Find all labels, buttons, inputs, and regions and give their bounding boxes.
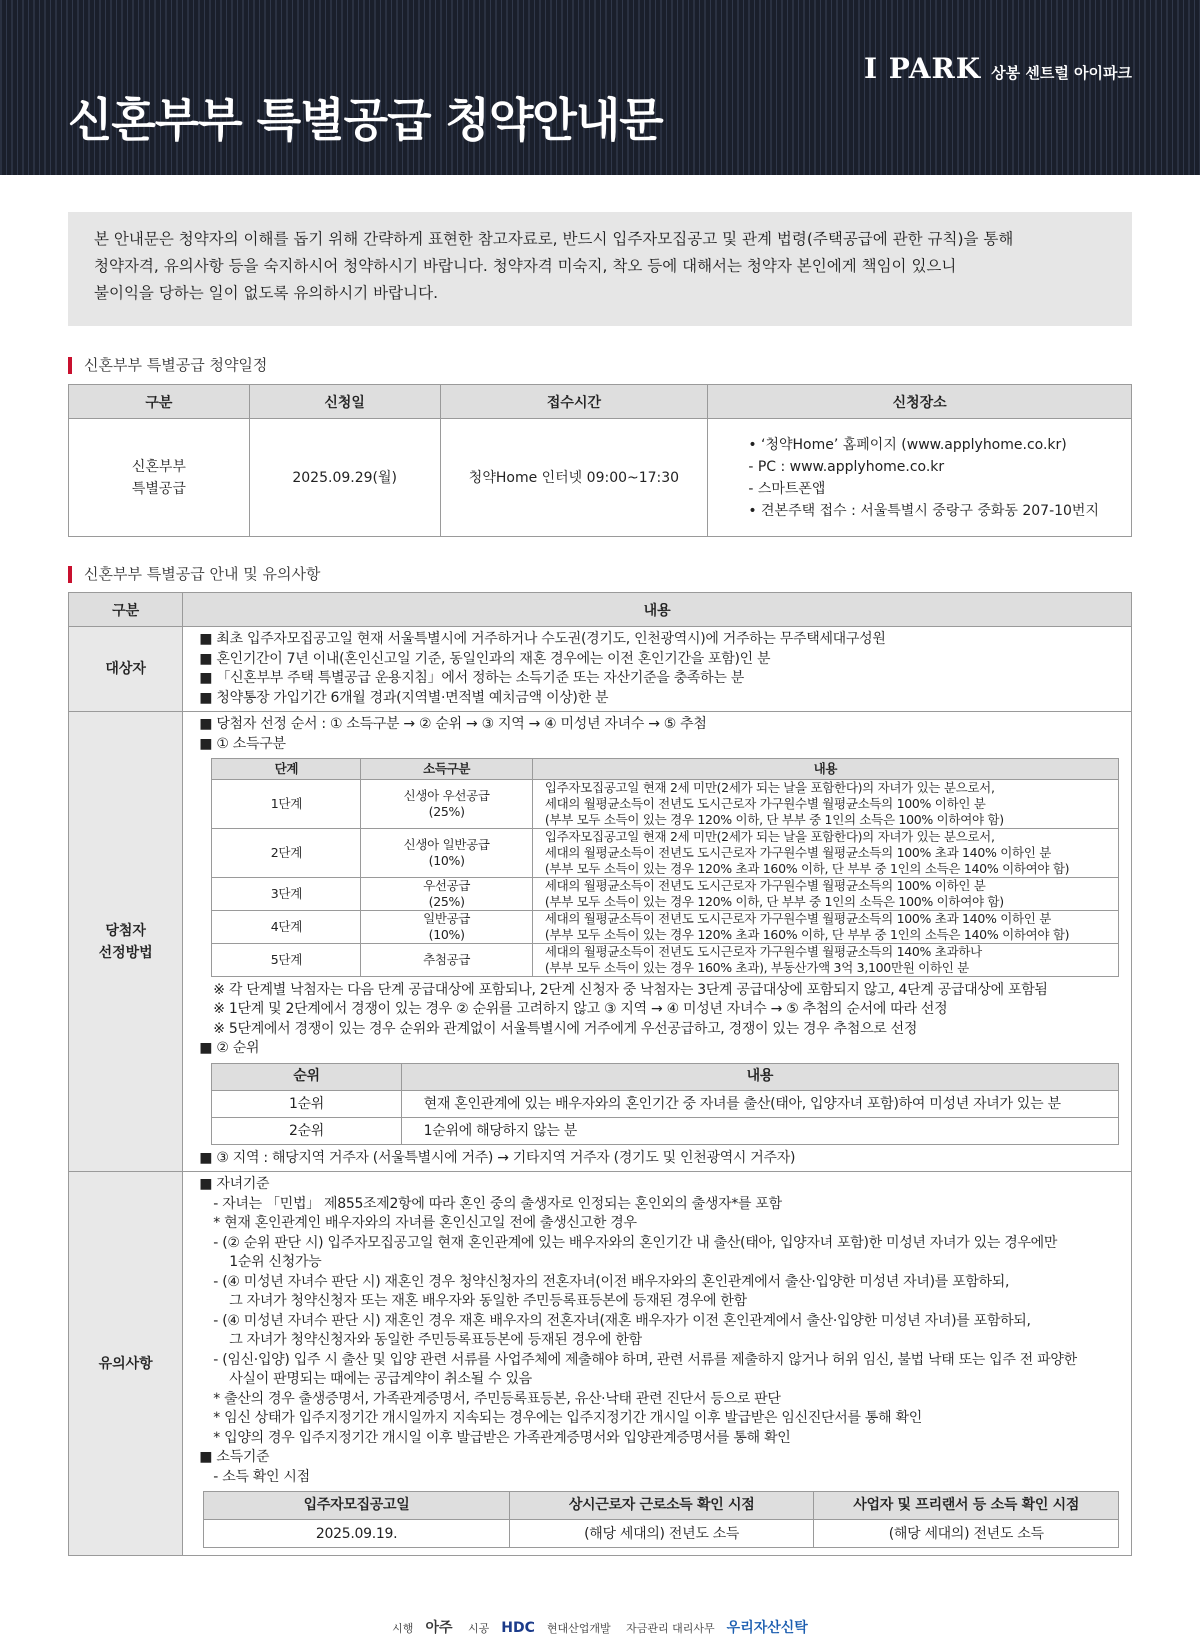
region-rule: ■ ③ 지역 : 해당지역 거주자 (서울특별시에 거주) → 기타지역 거주자 (경기도 및 인천광역시 거주자) — [199, 1149, 796, 1166]
content-line: 세대의 월평균소득이 전년도 도시근로자 가구원수별 월평균소득의 100% 이하인 분 — [544, 877, 986, 893]
col-header: 신청장소 — [708, 385, 1132, 419]
col-header: 순위 — [212, 1063, 401, 1090]
rank-content: 1순위에 해당하지 않는 분 — [401, 1117, 1118, 1144]
selection-order: ■ 당첨자 선정 순서 : ① 소득구분 → ② 순위 → ③ 지역 → ④ 미성년 자녀수 → ⑤ 추첨 — [199, 716, 707, 732]
income-row — [212, 779, 1119, 828]
guide-section-title: 신혼부부 특별공급 안내 및 유의사항 — [68, 566, 320, 583]
caution-line: - 소득 확인 시점 — [213, 1468, 310, 1485]
type-line: 일반공급 — [423, 910, 471, 926]
caution-line: * 임신 상태가 입주지정기간 개시일까지 지속되는 경우에는 입주지정기간 개시일 이후 발급받은 임신진단서를 통해 확인 — [213, 1410, 922, 1426]
place-line: • 견본주택 접수 : 서울특별시 중랑구 중화동 207-10번지 — [748, 502, 1099, 519]
constructor-label: 시공 — [468, 1622, 490, 1635]
rank-table — [211, 1063, 1119, 1145]
income-type: 추첨공급 — [361, 943, 532, 976]
caution-line: * 입양의 경우 입주지정기간 개시일 이후 발급받은 가족관계증명서와 입양관계증명서를 통해 확인 — [213, 1429, 791, 1446]
schedule-date: 2025.09.29(월) — [249, 419, 440, 537]
page-title: 신혼부부 특별공급 청약안내문 — [68, 93, 663, 147]
caution-line: ■ 자녀기준 — [199, 1176, 270, 1192]
income-content — [532, 943, 1118, 976]
category-line: 특별공급 — [131, 480, 186, 497]
col-header: 구분 — [69, 593, 183, 627]
header-banner — [0, 0, 1200, 175]
content-line: (부부 모두 소득이 있는 경우 160% 초과), 부동산가액 3억 3,100만원 이하인 분 — [544, 959, 969, 975]
category-line: 신혼부부 — [131, 458, 186, 475]
guide-table — [68, 592, 1132, 1556]
content-line: (부부 모두 소득이 있는 경우 120% 초과 160% 이하, 단 부부 중 1인의 소득은 140% 이하여야 함) — [544, 926, 1070, 942]
row-label-selection — [69, 712, 183, 1172]
constructor-name: 현대산업개발 — [546, 1622, 611, 1635]
caution-line: - (② 순위 판단 시) 입주자모집공고일 현재 혼인관계에 있는 배우자와의 혼인기간 내 출산(태아, 입양자녀 포함)한 미성년 자녀가 있는 경우에만 — [213, 1234, 1058, 1251]
label-line: 당첨자 — [105, 922, 146, 939]
stage: 1단계 — [212, 779, 361, 828]
income-content — [532, 910, 1118, 943]
notice-line: 본 안내문은 청약자의 이해를 돕기 위해 간략하게 표현한 참고자료로, 반드시 입주자모집공고 및 관계 법령(주택공급에 관한 규칙)을 통해 — [94, 230, 1014, 248]
selection-content — [183, 712, 1132, 1172]
builder-logo: 아주 — [425, 1620, 453, 1636]
stage: 3단계 — [212, 877, 361, 910]
col-header: 접수시간 — [440, 385, 708, 419]
col-header: 소득구분 — [361, 759, 532, 780]
col-header: 입주자모집공고일 — [204, 1492, 510, 1520]
notice-box — [68, 212, 1132, 326]
col-header: 내용 — [401, 1063, 1118, 1090]
row-label-caution: 유의사항 — [69, 1172, 183, 1556]
rank-row — [212, 1090, 1119, 1117]
col-header: 상시근로자 근로소득 확인 시점 — [509, 1492, 814, 1520]
income-row — [212, 828, 1119, 877]
content-line: 세대의 월평균소득이 전년도 도시근로자 가구원수별 월평균소득의 100% 초과 140% 이하인 분 — [544, 910, 1052, 926]
place-line: - PC : www.applyhome.co.kr — [748, 458, 945, 475]
content-line: 입주자모집공고일 현재 2세 미만(2세가 되는 날을 포함한다)의 자녀가 있는 분으로서, — [544, 828, 995, 844]
label-line: 선정방법 — [98, 944, 153, 961]
type-line: (25%) — [428, 893, 465, 909]
notice-line: 불이익을 당하는 일이 없도록 유의하시기 바랍니다. — [94, 284, 438, 302]
brand-logo: I PARK — [863, 52, 982, 85]
income-type — [361, 910, 532, 943]
cell: 2025.09.19. — [204, 1520, 510, 1548]
caution-line: - (④ 미성년 자녀수 판단 시) 재혼인 경우 청약신청자의 전혼자녀(이전 배우자와의 혼인관계에서 출산·입양한 미성년 자녀)를 포함하되, — [213, 1273, 1010, 1290]
income-content — [532, 877, 1118, 910]
content-line: (부부 모두 소득이 있는 경우 120% 초과 160% 이하, 단 부부 중 1인의 소득은 140% 이하여야 함) — [544, 860, 1070, 876]
income-row — [212, 910, 1119, 943]
schedule-places — [708, 419, 1132, 537]
agent-label: 자금관리 대리사무 — [626, 1622, 715, 1635]
income-title: ■ ① 소득구분 — [199, 735, 286, 752]
rank-title: ■ ② 순위 — [199, 1040, 260, 1056]
schedule-table — [68, 384, 1132, 537]
income-content — [532, 828, 1118, 877]
caution-line: 1순위 신청가능 — [229, 1254, 322, 1270]
income-table — [211, 758, 1119, 977]
brand-name: 상봉 센트럴 아이파크 — [991, 64, 1132, 82]
caution-line: * 출산의 경우 출생증명서, 가족관계증명서, 주민등록표등본, 유산·낙태 관련 진단서 등으로 판단 — [213, 1390, 781, 1407]
caution-line: - (임신·입양) 입주 시 출산 및 입양 관련 서류를 사업주체에 제출해야 하며, 관련 서류를 제출하지 않거나 허위 임신, 불법 낙태 또는 입주 전 파양한 — [213, 1351, 1077, 1368]
cell: (해당 세대의) 전년도 소득 — [814, 1520, 1119, 1548]
col-header: 내용 — [532, 759, 1118, 780]
selection-note: ※ 각 단계별 낙첨자는 다음 단계 공급대상에 포함되나, 2단계 신청자 중 낙첨자는 3단계 공급대상에 포함되지 않고, 4단계 공급대상에 포함됨 — [213, 981, 1048, 998]
content-line: 세대의 월평균소득이 전년도 도시근로자 가구원수별 월평균소득의 100% 초과 140% 이하인 분 — [544, 844, 1052, 860]
income-type — [361, 828, 532, 877]
place-line: • ‘청약Home’ 홈페이지 (www.applyhome.co.kr) — [748, 436, 1067, 453]
builder-label: 시행 — [392, 1622, 414, 1635]
income-type — [361, 877, 532, 910]
constructor-logo: HDC — [501, 1620, 535, 1636]
rank-table-wrap — [199, 1063, 1121, 1145]
income-type — [361, 779, 532, 828]
col-header: 구분 — [69, 385, 250, 419]
rank-content: 현재 혼인관계에 있는 배우자와의 혼인기간 중 자녀를 출산(태아, 입양자녀 포함)하여 미성년 자녀가 있는 분 — [401, 1090, 1118, 1117]
target-content — [183, 627, 1132, 712]
type-line: (10%) — [428, 926, 465, 942]
type-line: 신생아 우선공급 — [403, 787, 490, 803]
rank: 1순위 — [212, 1090, 401, 1117]
type-line: 우선공급 — [423, 877, 471, 893]
row-label-target: 대상자 — [69, 627, 183, 712]
type-line: (25%) — [428, 803, 465, 819]
caution-content — [183, 1172, 1132, 1556]
selection-note: ※ 1단계 및 2단계에서 경쟁이 있는 경우 ② 순위를 고려하지 않고 ③ 지역 → ④ 미성년 자녀수 → ⑤ 추첨의 순서에 따라 선정 — [213, 1001, 948, 1017]
caution-line: - 자녀는 「민법」 제855조제2항에 따라 혼인 중의 출생자로 인정되는 혼인외의 출생자*를 포함 — [213, 1195, 782, 1212]
selection-note: ※ 5단계에서 경쟁이 있는 경우 순위와 관계없이 서울특별시에 거주에게 우선공급하고, 경쟁이 있는 경우 추첨으로 선정 — [213, 1020, 918, 1037]
caution-line: 그 자녀가 청약신청자와 동일한 주민등록표등본에 등재된 경우에 한함 — [229, 1332, 642, 1348]
content-line: (부부 모두 소득이 있는 경우 120% 이하, 단 부부 중 1인의 소득은 100% 이하여야 함) — [544, 893, 1004, 909]
target-line: ■ 「신혼부부 주택 특별공급 운용지침」에서 정하는 소득기준 또는 자산기준을 충족하는 분 — [199, 670, 744, 686]
income-row — [212, 877, 1119, 910]
income-check-wrap — [199, 1491, 1121, 1548]
stage: 5단계 — [212, 943, 361, 976]
schedule-section-title: 신혼부부 특별공급 청약일정 — [68, 357, 267, 374]
col-header: 단계 — [212, 759, 361, 780]
income-table-wrap — [199, 758, 1121, 977]
caution-line: * 현재 혼인관계인 배우자와의 자녀를 혼인신고일 전에 출생신고한 경우 — [213, 1215, 637, 1231]
stage: 4단계 — [212, 910, 361, 943]
income-row — [212, 943, 1119, 976]
rank-row — [212, 1117, 1119, 1144]
col-header: 내용 — [183, 593, 1132, 627]
caution-line: ■ 소득기준 — [199, 1449, 270, 1465]
schedule-category — [69, 419, 250, 537]
type-line: 신생아 일반공급 — [403, 836, 490, 852]
footer — [0, 1617, 1200, 1637]
notice-line: 청약자격, 유의사항 등을 숙지하시어 청약하시기 바랍니다. 청약자격 미숙지, 착오 등에 대해서는 청약자 본인에게 책임이 있으니 — [94, 257, 957, 275]
col-header: 사업자 및 프리랜서 등 소득 확인 시점 — [814, 1492, 1119, 1520]
target-line: ■ 최초 입주자모집공고일 현재 서울특별시에 거주하거나 수도권(경기도, 인천광역시)에 거주하는 무주택세대구성원 — [199, 631, 886, 647]
rank: 2순위 — [212, 1117, 401, 1144]
stage: 2단계 — [212, 828, 361, 877]
content-line: 세대의 월평균소득이 전년도 도시근로자 가구원수별 월평균소득의 140% 초과하나 — [544, 943, 982, 959]
brand — [864, 52, 1132, 85]
schedule-time: 청약Home 인터넷 09:00~17:30 — [440, 419, 708, 537]
place-line: - 스마트폰앱 — [748, 480, 826, 497]
content-line: (부부 모두 소득이 있는 경우 120% 이하, 단 부부 중 1인의 소득은 100% 이하여야 함) — [544, 811, 1004, 827]
caution-lines — [199, 1175, 1121, 1487]
target-line: ■ 혼인기간이 7년 이내(혼인신고일 기준, 동일인과의 재혼 경우에는 이전 혼인기간을 포함)인 분 — [199, 650, 771, 667]
content-line: 입주자모집공고일 현재 2세 미만(2세가 되는 날을 포함한다)의 자녀가 있는 분으로서, — [544, 779, 995, 795]
type-line: (10%) — [428, 852, 465, 868]
cell: (해당 세대의) 전년도 소득 — [509, 1520, 814, 1548]
col-header: 신청일 — [249, 385, 440, 419]
income-content — [532, 779, 1118, 828]
agent-logo: 우리자산신탁 — [726, 1620, 808, 1636]
income-check-row — [204, 1520, 1119, 1548]
target-line: ■ 청약통장 가입기간 6개월 경과(지역별·면적별 예치금액 이상)한 분 — [199, 689, 609, 706]
caution-line: 사실이 판명되는 때에는 공급계약이 취소될 수 있음 — [229, 1371, 532, 1387]
content-line: 세대의 월평균소득이 전년도 도시근로자 가구원수별 월평균소득의 100% 이하인 분 — [544, 795, 986, 811]
caution-line: - (④ 미성년 자녀수 판단 시) 재혼인 경우 재혼 배우자의 전혼자녀(재혼 배우자가 이전 혼인관계에서 출산·입양한 미성년 자녀)를 포함하되, — [213, 1312, 1031, 1329]
income-check-table — [203, 1491, 1119, 1548]
caution-line: 그 자녀가 청약신청자 또는 재혼 배우자와 동일한 주민등록표등본에 등재된 경우에 한함 — [229, 1293, 747, 1309]
